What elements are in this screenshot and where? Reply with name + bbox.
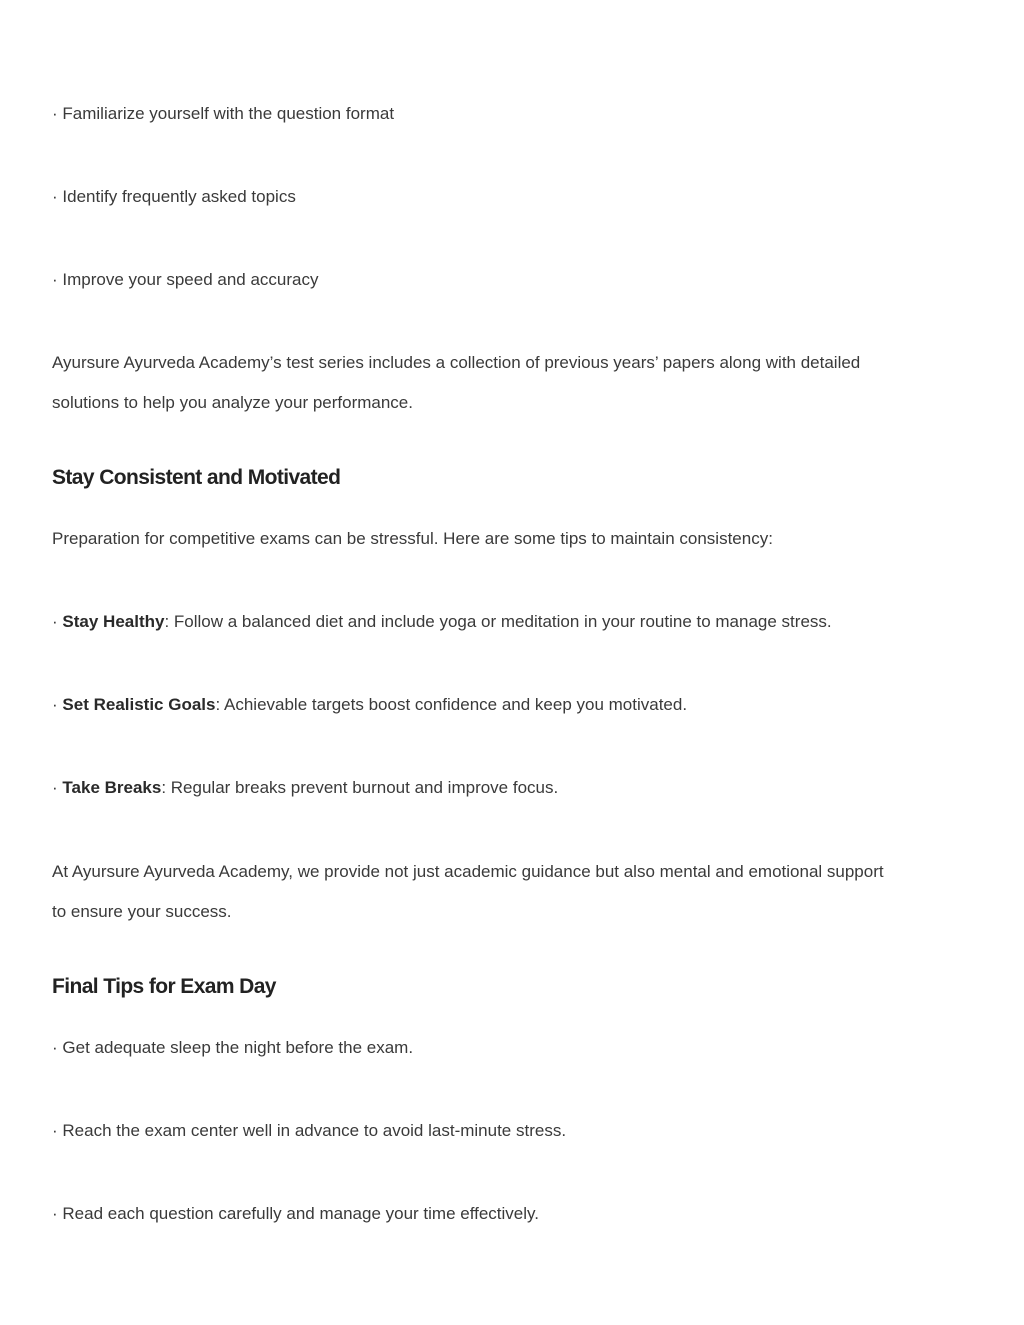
- bullet-icon: ·: [52, 1038, 58, 1057]
- paragraph-line: At Ayursure Ayurveda Academy, we provide not just academic guidance but also mental and emotional support: [52, 862, 884, 881]
- list-item-text: Improve your speed and accuracy: [62, 270, 319, 289]
- tip-text: : Regular breaks prevent burnout and improve focus.: [161, 778, 559, 797]
- list-item-text: Reach the exam center well in advance to avoid last-minute stress.: [62, 1121, 567, 1140]
- section-intro: Preparation for competitive exams can be stressful. Here are some tips to maintain consistency:: [52, 529, 773, 548]
- list-item: [52, 104, 394, 124]
- tip-term: Stay Healthy: [62, 612, 165, 631]
- tip-text: : Achievable targets boost confidence and keep you motivated.: [215, 695, 688, 714]
- list-item-text: Read each question carefully and manage your time effectively.: [62, 1204, 539, 1223]
- bullet-icon: ·: [52, 104, 58, 123]
- list-item: [52, 1038, 413, 1058]
- list-item: [52, 187, 296, 207]
- bullet-icon: ·: [52, 270, 58, 289]
- section-heading: Stay Consistent and Motivated: [52, 466, 341, 489]
- list-item: [52, 1204, 539, 1224]
- tip-item: [52, 695, 687, 715]
- bullet-icon: ·: [52, 187, 58, 206]
- bullet-icon: ·: [52, 1204, 58, 1223]
- bullet-icon: ·: [52, 695, 58, 714]
- tip-term: Set Realistic Goals: [62, 695, 216, 714]
- tip-item: [52, 612, 832, 632]
- bullet-icon: ·: [52, 1121, 58, 1140]
- list-item: [52, 270, 319, 290]
- bullet-icon: ·: [52, 612, 58, 631]
- list-item: [52, 1121, 566, 1141]
- tip-text: : Follow a balanced diet and include yoga or meditation in your routine to manage stress.: [164, 612, 832, 631]
- list-item-text: Identify frequently asked topics: [62, 187, 296, 206]
- paragraph-line: to ensure your success.: [52, 902, 232, 921]
- list-item-text: Get adequate sleep the night before the exam.: [62, 1038, 414, 1057]
- paragraph-line: Ayursure Ayurveda Academy’s test series includes a collection of previous years’ papers along with detailed: [52, 353, 861, 372]
- section-heading: Final Tips for Exam Day: [52, 975, 276, 998]
- tip-term: Take Breaks: [62, 778, 162, 797]
- paragraph-line: solutions to help you analyze your performance.: [52, 393, 413, 412]
- tip-item: [52, 778, 558, 798]
- list-item-text: Familiarize yourself with the question format: [62, 104, 395, 123]
- bullet-icon: ·: [52, 778, 58, 797]
